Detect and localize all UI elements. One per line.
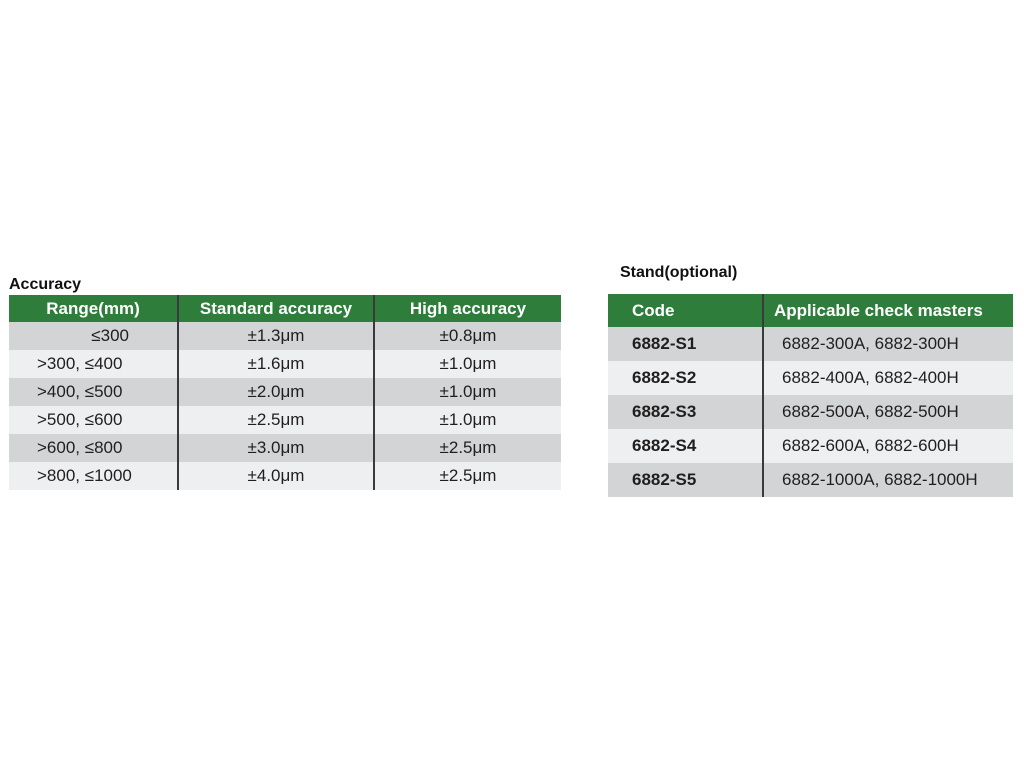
high-accuracy-cell: ±0.8μm	[374, 322, 561, 350]
standard-accuracy-cell: ±1.6μm	[178, 350, 374, 378]
check-masters-column-header: Applicable check masters	[763, 294, 1013, 327]
code-cell: 6882-S2	[608, 361, 763, 395]
table-row	[608, 463, 1013, 497]
table-row	[9, 406, 561, 434]
range-cell: >400, ≤500	[9, 378, 178, 406]
range-cell: >600, ≤800	[9, 434, 178, 462]
high-accuracy-cell: ±1.0μm	[374, 378, 561, 406]
range-cell: >500, ≤600	[9, 406, 178, 434]
code-column-header: Code	[608, 294, 763, 327]
accuracy-table	[9, 295, 561, 490]
table-row	[9, 350, 561, 378]
code-cell: 6882-S5	[608, 463, 763, 497]
high-accuracy-cell: ±2.5μm	[374, 462, 561, 490]
standard-accuracy-cell: ±2.0μm	[178, 378, 374, 406]
standard-accuracy-cell: ±4.0μm	[178, 462, 374, 490]
table-row	[608, 327, 1013, 361]
stand-table	[608, 294, 1013, 497]
high-accuracy-column-header: High accuracy	[374, 295, 561, 322]
standard-accuracy-cell: ±3.0μm	[178, 434, 374, 462]
check-masters-cell: 6882-1000A, 6882-1000H	[763, 463, 1013, 497]
table-row	[608, 429, 1013, 463]
standard-accuracy-cell: ±2.5μm	[178, 406, 374, 434]
range-cell: ≤300	[9, 322, 178, 350]
table-row	[608, 395, 1013, 429]
range-column-header: Range(mm)	[9, 295, 178, 322]
table-row	[9, 378, 561, 406]
high-accuracy-cell: ±1.0μm	[374, 350, 561, 378]
range-cell: >800, ≤1000	[9, 462, 178, 490]
check-masters-cell: 6882-500A, 6882-500H	[763, 395, 1013, 429]
stand-title: Stand(optional)	[620, 264, 738, 281]
range-cell: >300, ≤400	[9, 350, 178, 378]
table-row	[9, 434, 561, 462]
high-accuracy-cell: ±1.0μm	[374, 406, 561, 434]
stand-header-row	[608, 294, 1013, 327]
accuracy-title: Accuracy	[9, 276, 82, 293]
standard-accuracy-cell: ±1.3μm	[178, 322, 374, 350]
code-cell: 6882-S4	[608, 429, 763, 463]
code-cell: 6882-S1	[608, 327, 763, 361]
table-row	[608, 361, 1013, 395]
code-cell: 6882-S3	[608, 395, 763, 429]
check-masters-cell: 6882-600A, 6882-600H	[763, 429, 1013, 463]
check-masters-cell: 6882-300A, 6882-300H	[763, 327, 1013, 361]
table-row	[9, 462, 561, 490]
table-row	[9, 322, 561, 350]
standard-accuracy-column-header: Standard accuracy	[178, 295, 374, 322]
check-masters-cell: 6882-400A, 6882-400H	[763, 361, 1013, 395]
high-accuracy-cell: ±2.5μm	[374, 434, 561, 462]
accuracy-header-row	[9, 295, 561, 322]
